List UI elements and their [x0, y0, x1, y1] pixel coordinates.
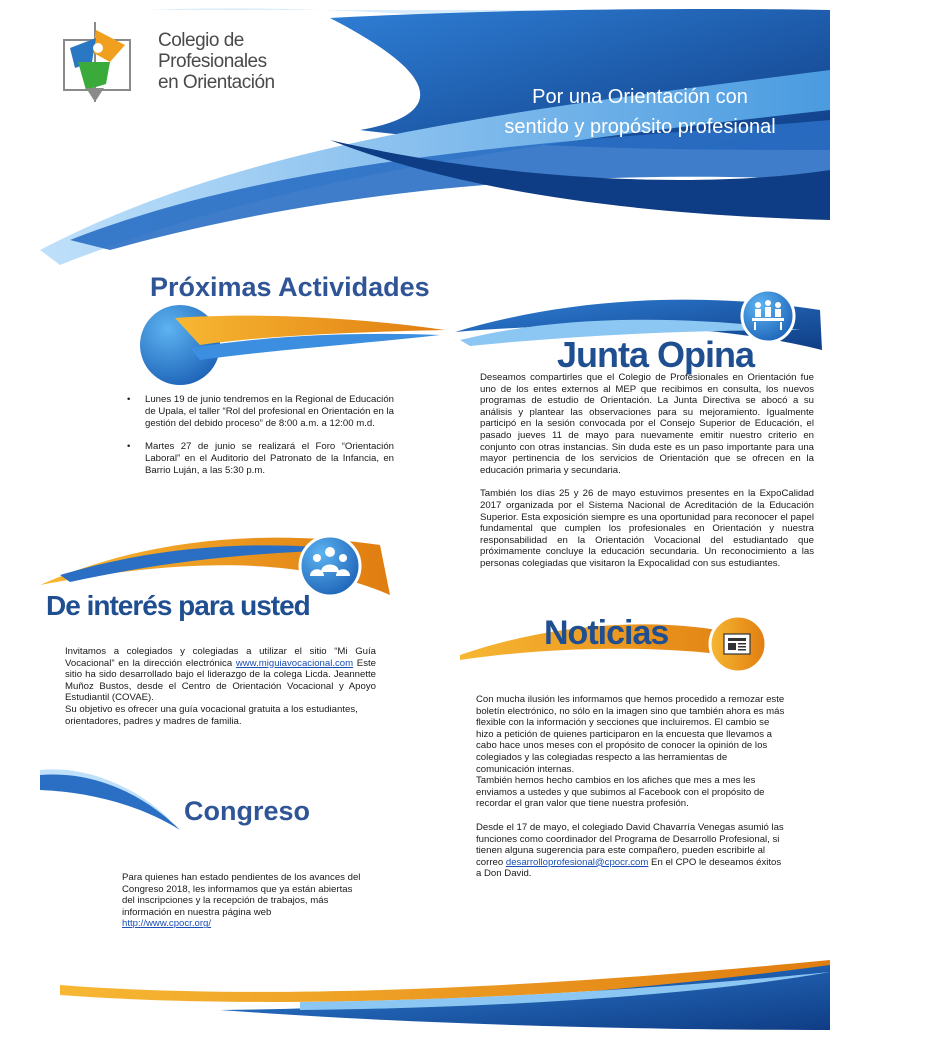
cpocr-website-link[interactable]: http://www.cpocr.org/: [122, 918, 212, 930]
proximas-title: Próximas Actividades: [150, 272, 430, 302]
noticias-title: Noticias: [544, 614, 669, 652]
noticias-text-3a: Desde el 17 de mayo, el colegiado David Chavarría Venegas asumió las funciones como coordinador del Programa de Desarrollo Profesional, si tienen alguna sugerencia para este compañero, pueden escribirle al correo: [476, 821, 784, 868]
list-item: [127, 441, 394, 476]
junta-paragraph-1: Deseamos compartirles que el Colegio de Profesionales en Orientación fue uno de los entes externos al MEP que recibimos en consulta, los nuevos programas de estudio de Orientación. La Junta Directiva se abocó a su análisis y plantear las observaciones para su mejoramiento. Igualmente participó en la sesión convocada por el Consejo Superior de Educación, el pasado jueves 11 de mayo para nuevamente emitir nuestro criterio en conjunto con otras instancias. Sin duda este es un paso importante para una mayor pertinencia de los servicios de Orientación que se ofrecen en la educación primaria y secundaria.: [480, 372, 814, 476]
interes-text-2: Este sitio ha sido desarrollado bajo el liderazgo de la colega Licda. Jeannette Muñoz Bustos, desde el Centro de Orientación Vocacional y Apoyo Estudiantil (COVAE).: [65, 657, 376, 704]
logo-text: [158, 30, 278, 93]
logo-line-3: en Orientación: [158, 72, 275, 93]
proximas-list: [127, 394, 394, 489]
congreso-paragraph: Para quienes han estado pendientes de los avances del Congreso 2018, les informamos que ya están abiertas del inscripciones y la recepción de trabajos, más información en nuestra página web: [122, 872, 361, 918]
noticias-text-3b: En el CPO le deseamos éxitos a Don David.: [476, 856, 782, 880]
logo-line-1: Colegio de: [158, 30, 244, 51]
tagline: [470, 82, 810, 142]
interes-body: [65, 646, 376, 727]
interes-paragraph-1: [65, 646, 376, 704]
interes-title: De interés para usted: [46, 590, 310, 621]
noticias-paragraph-3: [476, 822, 786, 880]
newspaper-icon: [724, 634, 750, 654]
tagline-line-2: sentido y propósito profesional: [504, 116, 776, 138]
desarrolloprofesional-email-link[interactable]: desarrolloprofesional@cpocr.com: [505, 856, 649, 868]
logo-line-2: Profesionales: [158, 51, 267, 72]
noticias-paragraph-2: También hemos hecho cambios en los afiches que mes a mes les enviamos a ustedes y que subimos al Facebook con el propósito de recordar el gran valor que tiene nuestra profesión.: [476, 775, 765, 810]
interes-text-1: Invitamos a colegiados y colegiadas a utilizar el sitio “Mi Guía Vocacional” en la dirección electrónica: [65, 646, 376, 669]
bullet: •: [127, 441, 131, 453]
logo-mark: [64, 22, 130, 102]
junta-paragraph-2: También los días 25 y 26 de mayo estuvimos presentes en la ExpoCalidad 2017 organizada por el Sistema Nacional de Acreditación de la Educación Superior. Esta exposición siempre es una oportunidad para reconocer el papel fundamental que cumplen los profesionales en Orientación y nuestra responsabilidad en la Orientación Vocacional del estudiantado que próximamente concluye la educación secundaria. Un reconocimiento a las personas colegiadas que visitaron la Expocalidad con sus estudiantes.: [480, 488, 814, 569]
junta-title: Junta Opina: [557, 334, 755, 375]
noticias-paragraph-1: Con mucha ilusión les informamos que hemos procedido a remozar este boletín electrónico, no sólo en la imagen sino que también ahora es más flexible con la información y secciones que incluiremos. El cambio se hizo a petición de quienes participaron en la encuesta que llevamos a cabo hace unos meses con el propósito de conocer la opinión de los colegiados y las colegiadas respecto a las herramientas de comunicación internas.: [476, 694, 785, 775]
list-item: [127, 394, 394, 429]
interes-paragraph-2: Su objetivo es ofrecer una guía vocacional gratuita a los estudiantes, orientadores, padres y madres de familia.: [65, 703, 358, 727]
noticias-body: [476, 694, 786, 880]
tagline-line-1: Por una Orientación con: [532, 86, 748, 108]
activity-text: Martes 27 de junio se realizará el Foro “Orientación Laboral” en el Auditorio del Patronato de la Infancia, en Barrio Luján, a las 5:30 p.m.: [145, 441, 394, 476]
bullet: •: [127, 394, 131, 405]
congreso-title: Congreso: [184, 796, 311, 826]
activity-text: Lunes 19 de junio tendremos en la Regional de Educación de Upala, el taller “Rol del profesional en Orientación en la gestión del debido proceso” de 8:00 a.m. a 12:00 m.d.: [145, 394, 394, 429]
congreso-body: [122, 872, 362, 930]
miguiavocacional-link[interactable]: www.miguiavocacional.com: [235, 657, 354, 669]
junta-body: [480, 372, 814, 570]
